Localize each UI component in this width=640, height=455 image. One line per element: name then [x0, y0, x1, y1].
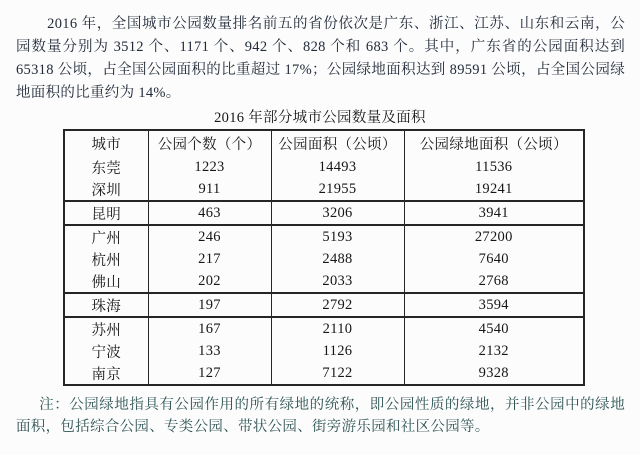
footnote: 注：公园绿地指具有公园作用的所有绿地的统称，即公园性质的绿地，并非公园中的绿地面积，包括综合公园、专类公园、带状公园、街旁游乐园和社区公园等。 [16, 397, 625, 435]
cell-green: 19241 [404, 178, 584, 201]
cell-parks: 133 [148, 340, 271, 362]
cell-city: 南京 [64, 362, 148, 385]
cell-parks: 1223 [148, 156, 271, 178]
cell-area: 2488 [271, 248, 404, 270]
table-header-row [64, 130, 584, 156]
cell-city: 宁波 [64, 340, 148, 362]
cell-area: 3206 [271, 201, 404, 225]
cell-area: 5193 [271, 225, 404, 248]
header-park-count: 公园个数（个） [148, 130, 271, 156]
header-city: 城市 [64, 130, 148, 156]
cell-area: 2792 [271, 293, 404, 317]
table-row [64, 340, 584, 362]
cell-city: 杭州 [64, 248, 148, 270]
cell-city: 苏州 [64, 317, 148, 340]
cell-parks: 197 [148, 293, 271, 317]
cell-city: 深圳 [64, 178, 148, 201]
cell-parks: 911 [148, 178, 271, 201]
table-row [64, 201, 584, 225]
table-row [64, 293, 584, 317]
table-row [64, 362, 584, 385]
cell-area: 2033 [271, 270, 404, 293]
header-green-area: 公园绿地面积（公顷） [404, 130, 584, 156]
cell-area: 1126 [271, 340, 404, 362]
cell-green: 27200 [404, 225, 584, 248]
cell-area: 7122 [271, 362, 404, 385]
table-row [64, 270, 584, 293]
cell-green: 2768 [404, 270, 584, 293]
cell-green: 3941 [404, 201, 584, 225]
cell-area: 14493 [271, 156, 404, 178]
cell-green: 3594 [404, 293, 584, 317]
cell-parks: 202 [148, 270, 271, 293]
cell-city: 昆明 [64, 201, 148, 225]
cell-parks: 246 [148, 225, 271, 248]
cell-area: 2110 [271, 317, 404, 340]
cell-green: 7640 [404, 248, 584, 270]
cell-green: 2132 [404, 340, 584, 362]
cell-parks: 217 [148, 248, 271, 270]
cell-city: 佛山 [64, 270, 148, 293]
cell-city: 广州 [64, 225, 148, 248]
table-row [64, 156, 584, 178]
cell-parks: 127 [148, 362, 271, 385]
table-row [64, 225, 584, 248]
intro-paragraph: 2016 年，全国城市公园数量排名前五的省份依次是广东、浙江、江苏、山东和云南，公园数量分别为 3512 个、1171 个、942 个、828 个和 683 个。其中，广东省的公园面积达到 65318 公顷，占全国公园面积的比重超过 17%；公园绿地面积达到 89591 公顷，占全国公园绿地面积的比重约为 14%。 [16, 16, 625, 101]
table-row [64, 178, 584, 201]
cell-city: 珠海 [64, 293, 148, 317]
table-title: 2016 年部分城市公园数量及面积 [214, 110, 426, 126]
cell-parks: 167 [148, 317, 271, 340]
cell-green: 9328 [404, 362, 584, 385]
cell-green: 11536 [404, 156, 584, 178]
cell-green: 4540 [404, 317, 584, 340]
cell-city: 东莞 [64, 156, 148, 178]
cell-area: 21955 [271, 178, 404, 201]
city-parks-table [63, 129, 585, 386]
table-row [64, 248, 584, 270]
cell-parks: 463 [148, 201, 271, 225]
header-park-area: 公园面积（公顷） [271, 130, 404, 156]
table-row [64, 317, 584, 340]
